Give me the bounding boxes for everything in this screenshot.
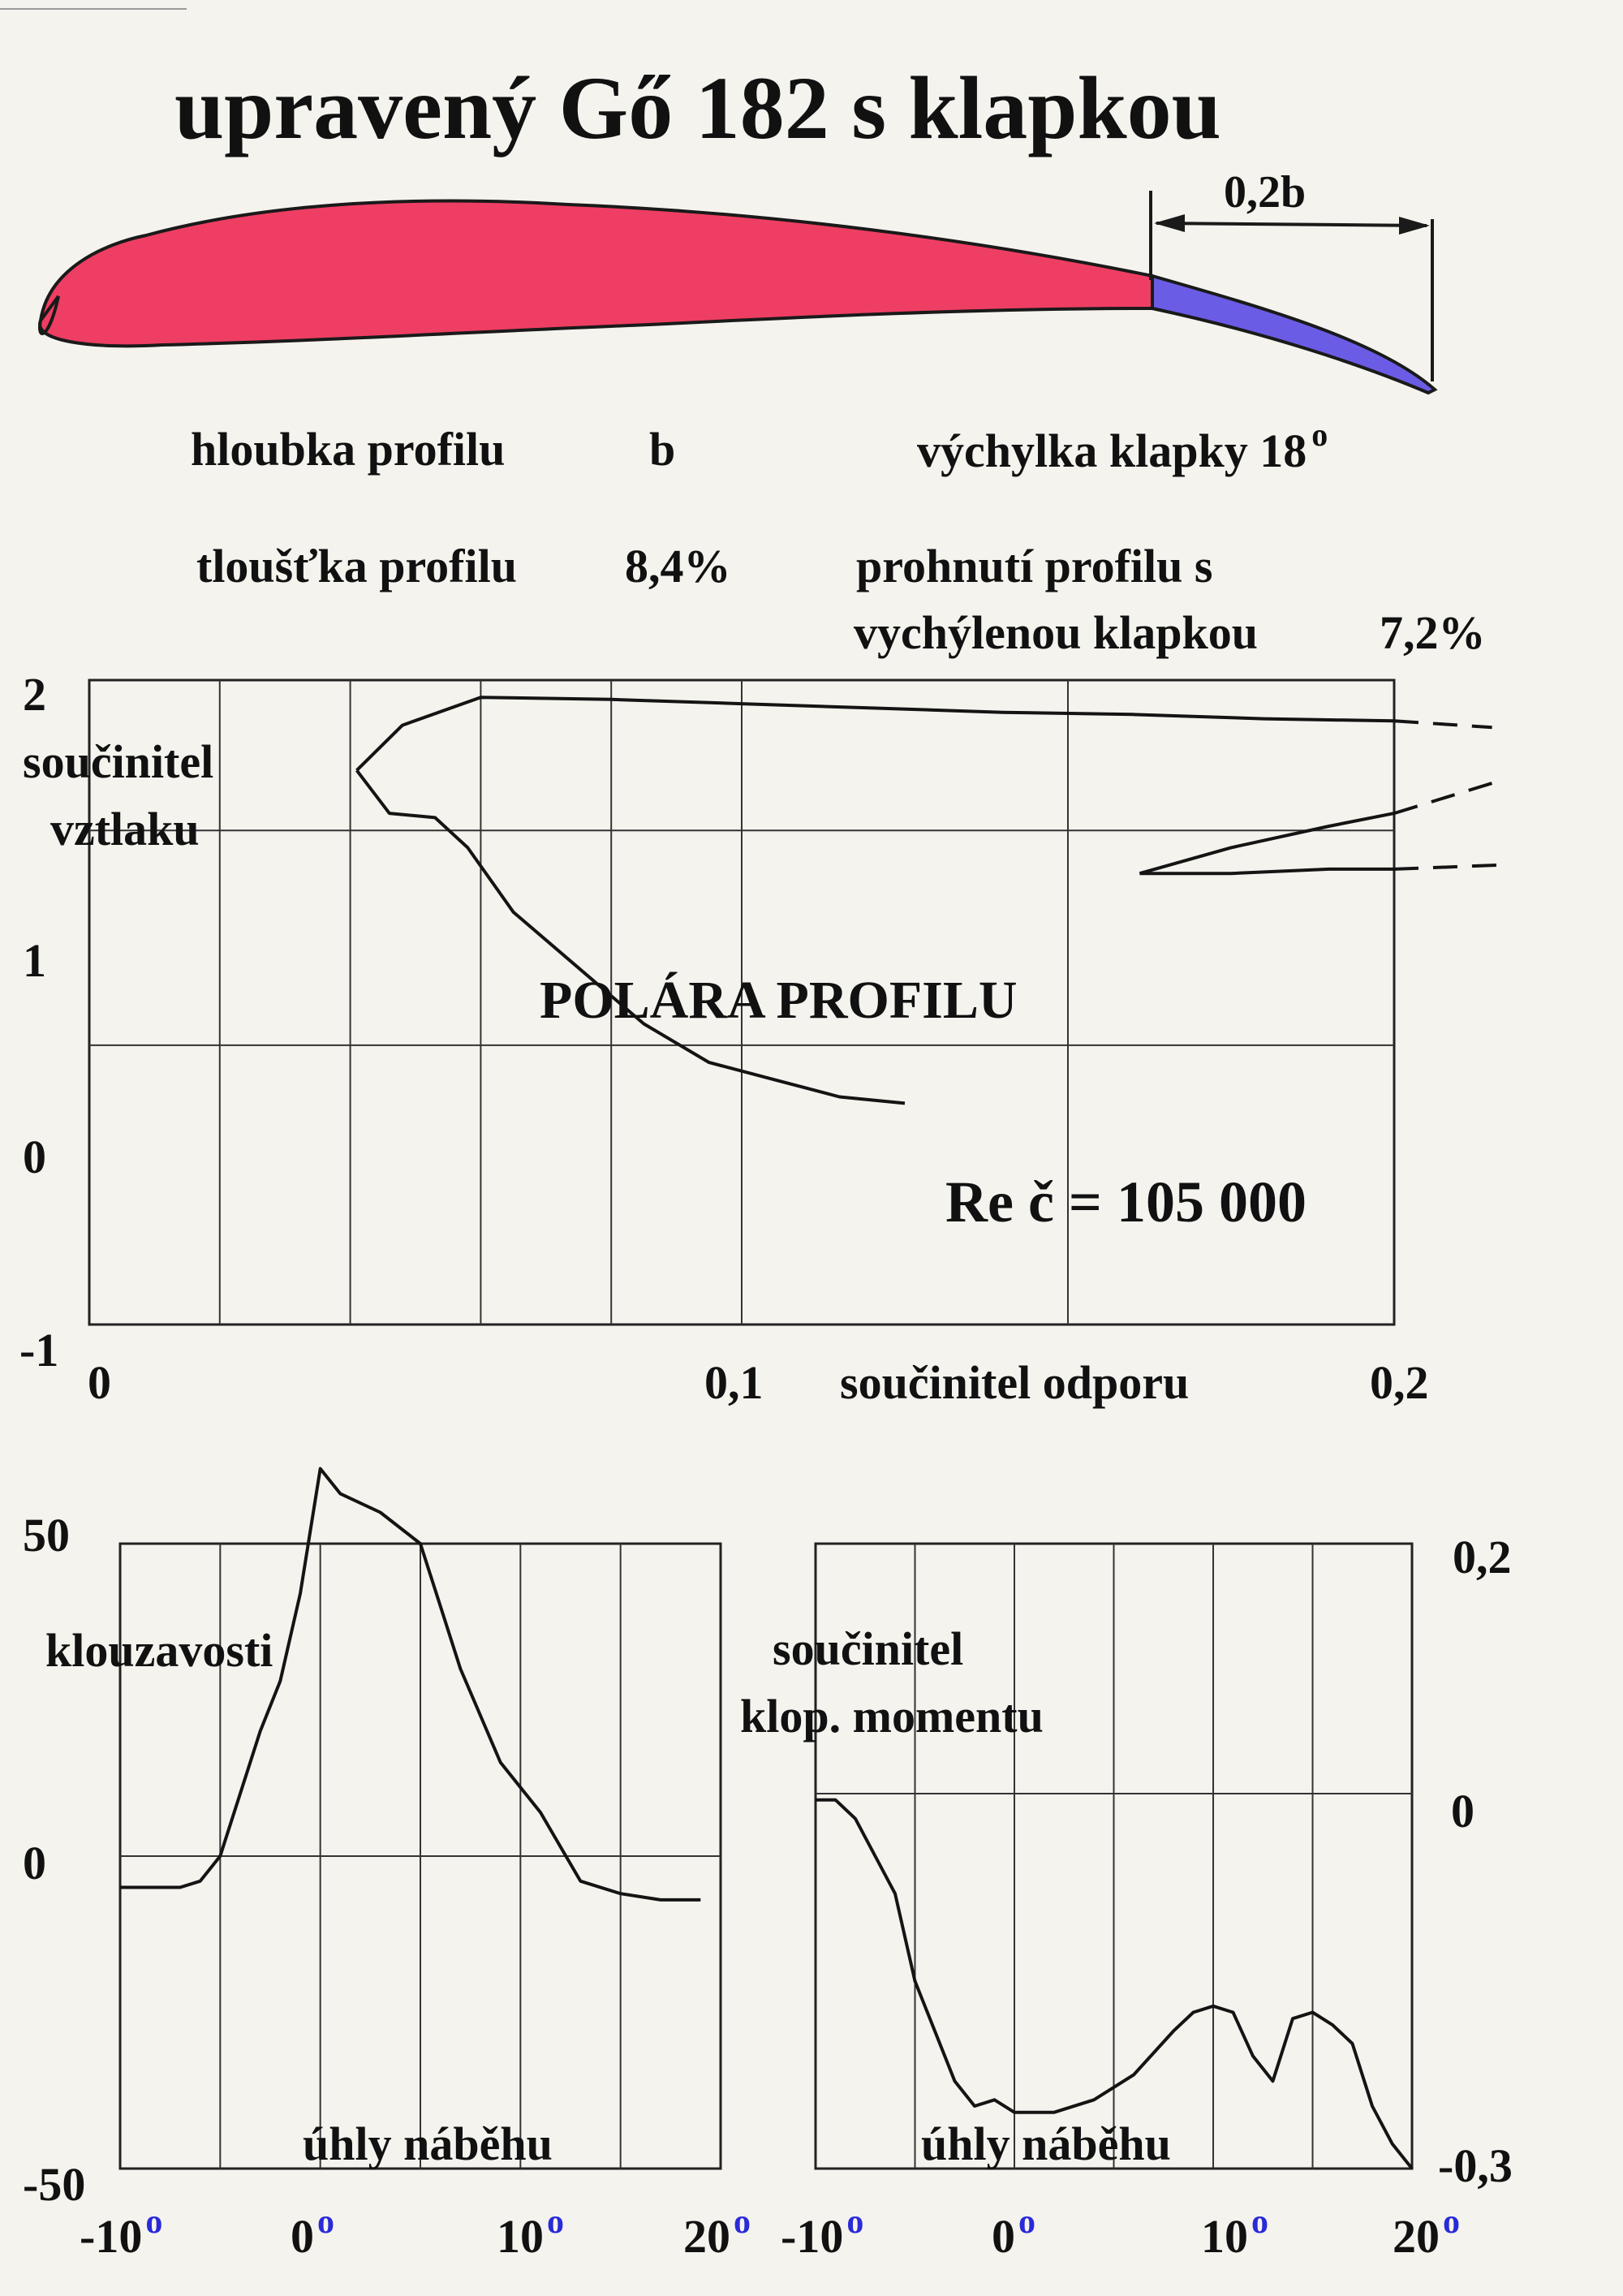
polar-y-tick-0: 0	[23, 1131, 46, 1183]
camber-label-line1: prohnutí profilu s	[856, 540, 1213, 592]
polar-curve-2	[1139, 813, 1394, 873]
moment-y-tick-minus03: -0,3	[1438, 2139, 1513, 2192]
depth-label: hloubka profilu	[191, 423, 506, 476]
polar-curve-1	[357, 770, 905, 1103]
glide-xlabel: úhly náběhu	[303, 2117, 553, 2170]
polar-x-tick-02: 0,2	[1370, 1356, 1429, 1409]
polar-ylabel-line2: vztlaku	[50, 803, 200, 855]
polar-x-tick-0: 0	[88, 1356, 111, 1409]
polar-extrapolation-1	[1394, 783, 1492, 813]
depth-value: b	[649, 423, 676, 476]
glide-x-tick-10: 10$^o$	[497, 2203, 564, 2263]
thickness-value: 8,4%	[625, 540, 731, 592]
polar-extrapolation-2	[1394, 865, 1505, 869]
glide-y-tick-50: 50	[23, 1509, 70, 1562]
polar-x-tick-01: 0,1	[704, 1356, 764, 1409]
moment-y-tick-0: 0	[1451, 1785, 1474, 1837]
polar-xlabel: součinitel odporu	[840, 1356, 1190, 1409]
moment-xlabel: úhly náběhu	[921, 2117, 1171, 2170]
polar-chart-title: POLÁRA PROFILU	[540, 971, 1018, 1030]
moment-y-tick-02: 0,2	[1453, 1531, 1512, 1583]
glide-y-tick-minus50: -50	[23, 2158, 86, 2211]
moment-x-tick-0: 0$^o$	[992, 2203, 1035, 2263]
camber-value: 7,2%	[1380, 606, 1486, 659]
moment-ylabel-line2: klop. momentu	[740, 1690, 1044, 1742]
polar-extrapolation-0	[1394, 721, 1492, 727]
polar-curve-3	[1139, 869, 1394, 873]
flap-chord-label: 0,2b	[1224, 167, 1307, 218]
polar-y-tick-1: 1	[23, 934, 46, 987]
flap-deflection-text: výchylka klapky 18	[917, 424, 1307, 477]
glide-x-tick-0: 0$^o$	[291, 2203, 334, 2263]
reynolds-number: Re č = 105 000	[945, 1170, 1307, 1234]
flap-degree-sign: o	[1311, 416, 1328, 453]
moment-x-tick-minus10: -10$^o$	[781, 2203, 864, 2263]
glide-curve-0	[120, 1469, 700, 1900]
polar-y-tick-2: 2	[23, 668, 46, 721]
thickness-label: tloušťka profilu	[196, 540, 517, 592]
polar-ylabel-line1: součinitel	[23, 735, 214, 788]
glide-y-tick-0: 0	[23, 1837, 46, 1889]
polar-y-tick-minus1: -1	[19, 1324, 59, 1376]
moment-x-tick-20: 20$^o$	[1393, 2203, 1460, 2263]
glide-x-tick-20: 20$^o$	[683, 2203, 751, 2263]
polar-curve-0	[357, 697, 1394, 770]
glide-ylabel: klouzavosti	[45, 1624, 273, 1677]
camber-label-line2: vychýlenou klapkou	[854, 606, 1259, 659]
moment-ylabel-line1: součinitel	[773, 1622, 964, 1675]
moment-x-tick-10: 10$^o$	[1201, 2203, 1268, 2263]
glide-x-tick-minus10: -10$^o$	[80, 2203, 163, 2263]
page-title: upravený Gő 182 s klapkou	[174, 58, 1221, 157]
